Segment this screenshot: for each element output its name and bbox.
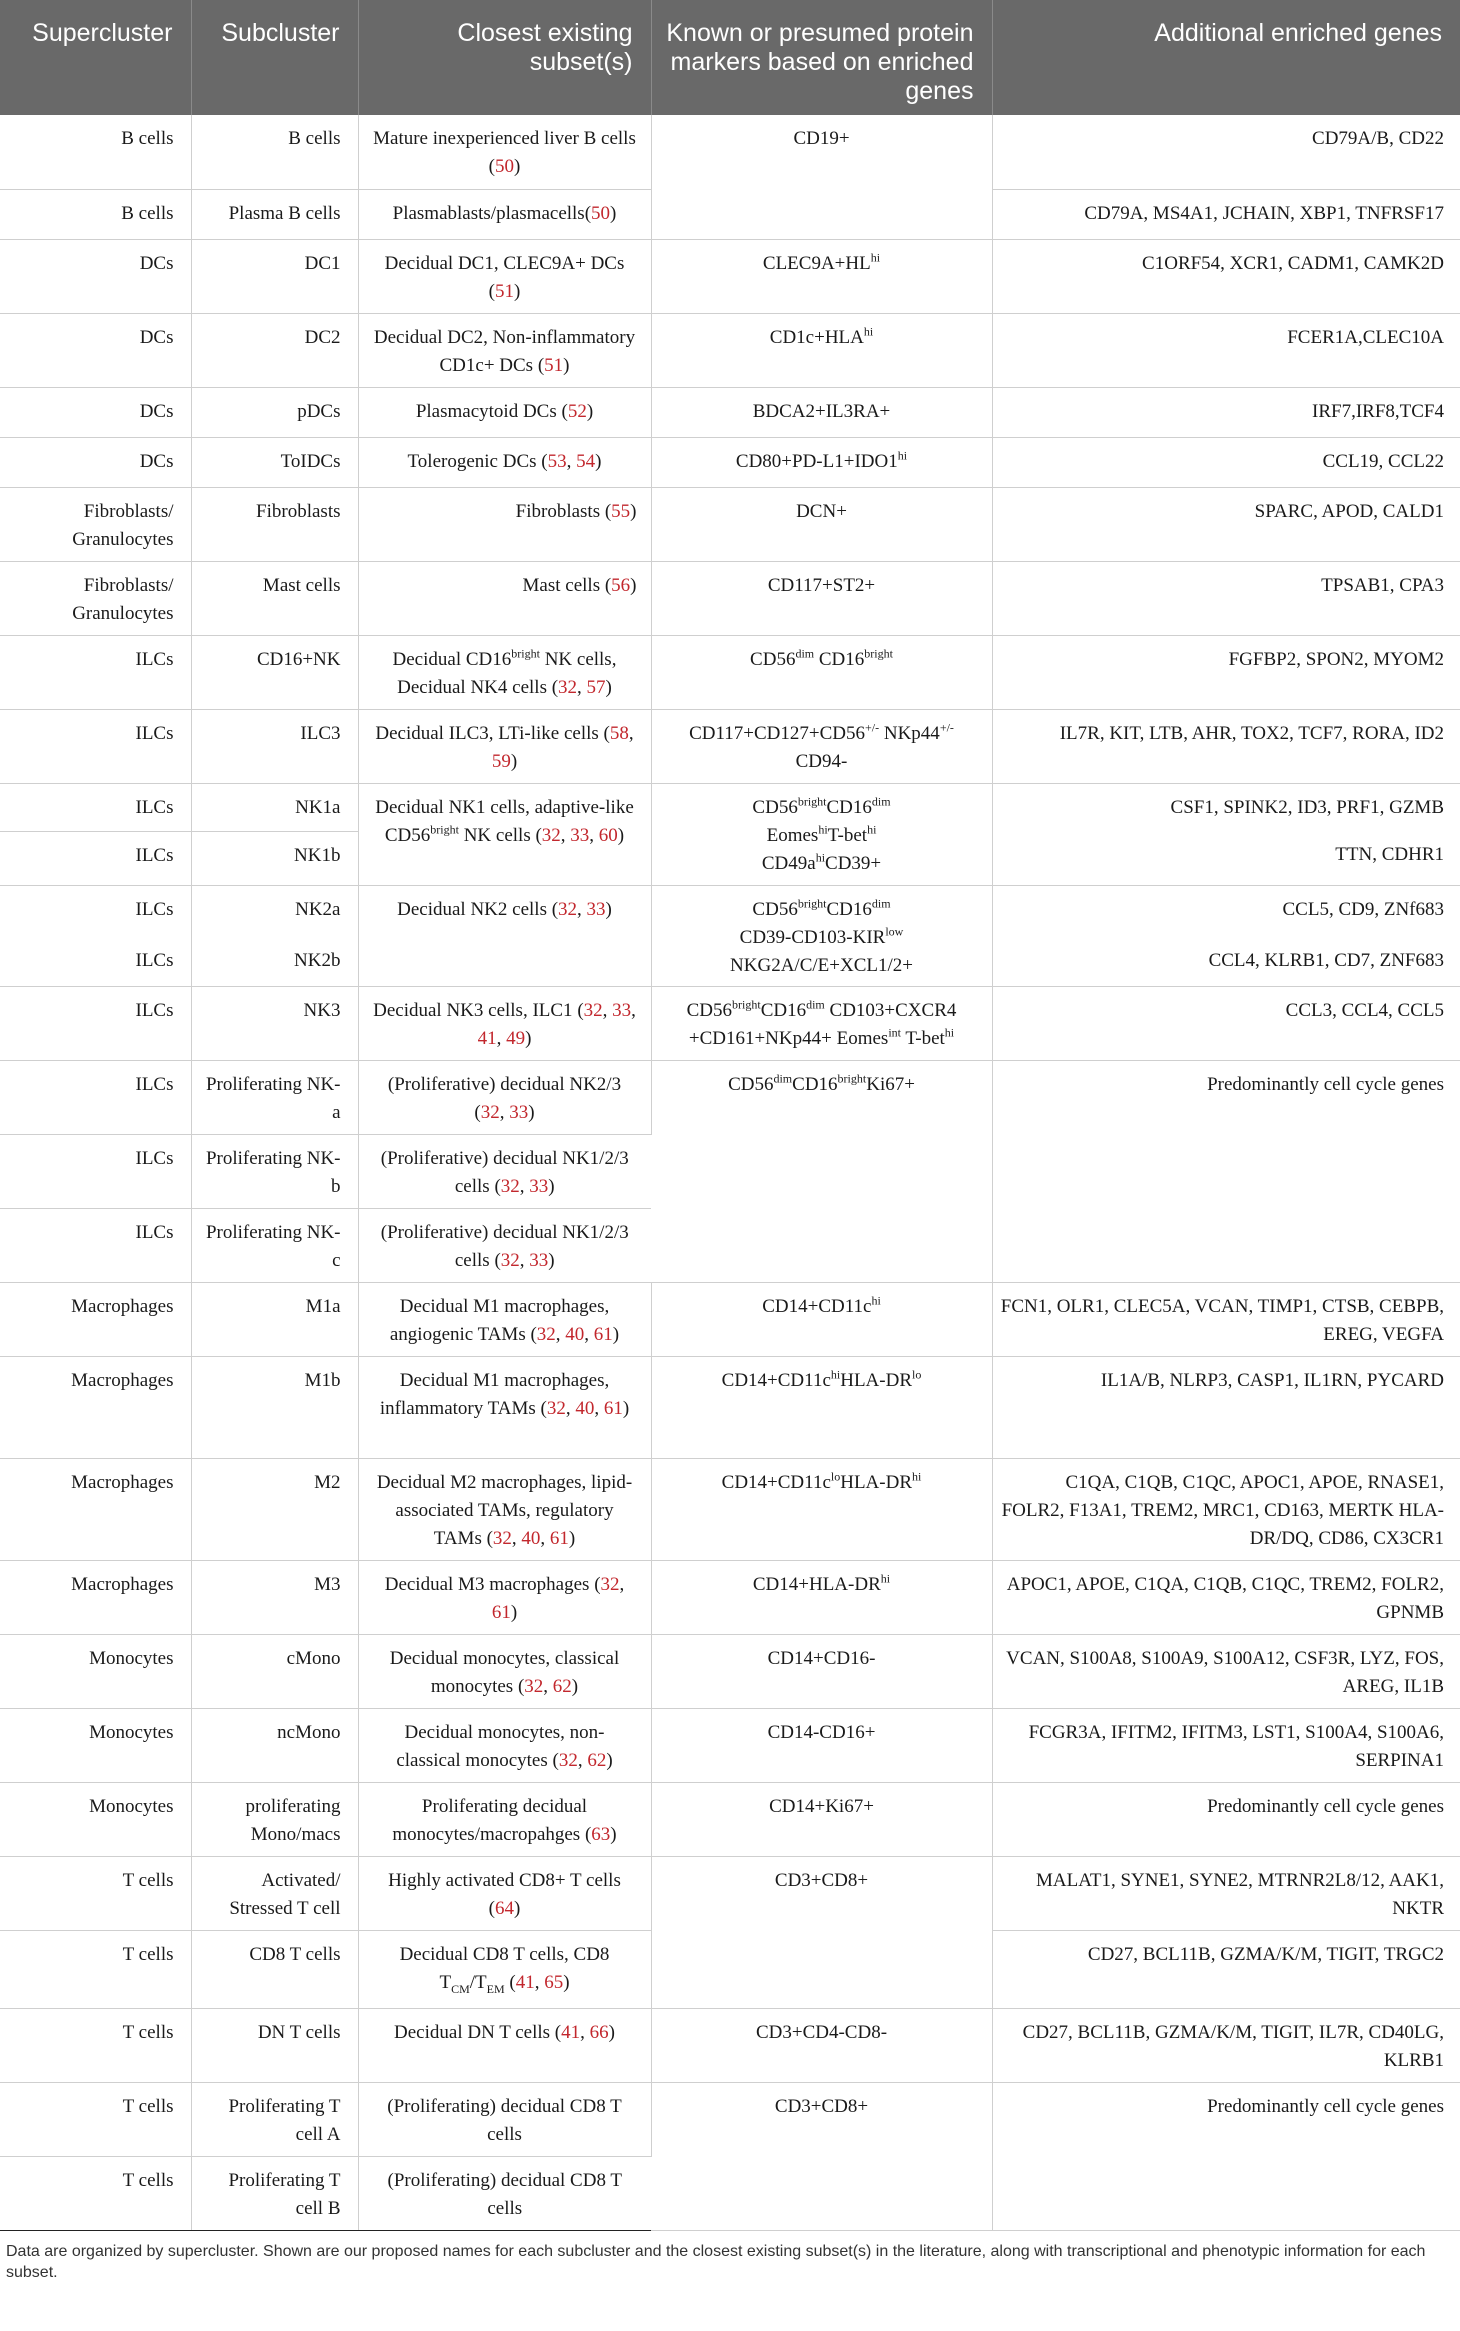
genes-cell: FCER1A,CLEC10A <box>992 313 1460 387</box>
subcluster-cell: pDCs <box>191 387 358 437</box>
genes-cell: C1QA, C1QB, C1QC, APOC1, APOE, RNASE1, FOLR2, F13A1, TREM2, MRC1, CD163, MERTK HLA-DR/DQ, CD86, CX3CR1 <box>992 1458 1460 1560</box>
subset-cell: Decidual M3 macrophages (32, 61) <box>358 1560 651 1634</box>
header-enriched-genes: Additional enriched genes <box>992 0 1460 115</box>
subcluster-cell: DC1 <box>191 239 358 313</box>
table-footnote: Data are organized by supercluster. Shown are our proposed names for each subcluster and the closest existing subset(s) in the literature, along with transcriptional and phenotypic information for each subset. <box>6 2243 1426 2282</box>
subcluster-cell: DN T cells <box>191 2009 358 2083</box>
header-closest-subset: Closest existing subset(s) <box>358 0 651 115</box>
subcluster-cell: Proliferating T cell B <box>191 2157 358 2231</box>
table-row <box>0 313 1460 387</box>
reference-link[interactable]: 33 <box>612 999 632 1021</box>
subcluster-cell: M2 <box>191 1458 358 1560</box>
subset-cell: Decidual NK3 cells, ILC1 (32, 33, 41, 49) <box>358 986 651 1060</box>
subcluster-cell: Proliferating T cell A <box>191 2083 358 2157</box>
subcluster-cell: NK1b <box>191 831 358 885</box>
header-supercluster: Supercluster <box>0 0 191 115</box>
reference-link[interactable]: 33 <box>509 1101 529 1123</box>
subcluster-cell: cMono <box>191 1634 358 1708</box>
markers-cell: $CD56^{bright}CD16^{dim}$ Eomes$^{hi}$T-bet$^{hi}$ $CD49a^{hi}CD39+$ <box>651 783 992 885</box>
subset-cell: Decidual DC1, CLEC9A+ DCs (51) <box>358 239 651 313</box>
markers-cell: DCN+ <box>651 487 992 561</box>
reference-link[interactable]: 32 <box>541 824 561 846</box>
subset-cell: Decidual NK2 cells (32, 33) <box>358 885 651 986</box>
subset-cell: Decidual M2 macrophages, lipid-associated TAMs, regulatory TAMs (32, 40, 61) <box>358 1458 651 1560</box>
table-row <box>0 487 1460 561</box>
supercluster-cell: Macrophages <box>0 1560 191 1634</box>
genes-cell: FCGR3A, IFITM2, IFITM3, LST1, S100A4, S100A6, SERPINA1 <box>992 1708 1460 1782</box>
genes-cell: CD27, BCL11B, GZMA/K/M, TIGIT, TRGC2 <box>992 1930 1460 2009</box>
subset-cell: Decidual monocytes, classical monocytes (32, 62) <box>358 1634 651 1708</box>
markers-cell: $CD14+CD11c^{lo}HLA-DR^{hi}$ <box>651 1458 992 1560</box>
table-row <box>0 635 1460 709</box>
reference-link[interactable]: 32 <box>558 676 578 698</box>
table-row <box>0 1856 1460 1930</box>
supercluster-cell: DCs <box>0 313 191 387</box>
subcluster-cell: NK3 <box>191 986 358 1060</box>
reference-link[interactable]: 32 <box>558 898 578 920</box>
reference-link[interactable]: 53 <box>547 450 567 472</box>
subcluster-cell: M1b <box>191 1356 358 1458</box>
subcluster-cell: Proliferating NK-c <box>191 1208 358 1282</box>
supercluster-cell: ILCs <box>0 986 191 1060</box>
markers-cell: $CD1c+HLA^{hi}$ <box>651 313 992 387</box>
table-row <box>0 1356 1460 1458</box>
reference-link[interactable]: 41 <box>561 2022 581 2044</box>
subset-cell: (Proliferating) decidual CD8 T cells <box>358 2083 651 2157</box>
subset-cell: Decidual $CD16^{bright}$ NK cells, Decidual NK4 cells (32, 57) <box>358 635 651 709</box>
genes-cell: C1ORF54, XCR1, CADM1, CAMK2D <box>992 239 1460 313</box>
reference-link[interactable]: 33 <box>586 898 606 920</box>
reference-link[interactable]: 63 <box>591 1823 611 1845</box>
reference-link[interactable]: 32 <box>546 1397 566 1419</box>
markers-cell: CD3+CD8+ <box>651 2083 992 2231</box>
genes-cell: APOC1, APOE, C1QA, C1QB, C1QC, TREM2, FOLR2, GPNMB <box>992 1560 1460 1634</box>
supercluster-cell: ILCs <box>0 709 191 783</box>
table-row <box>0 1560 1460 1634</box>
subset-cell: Mast cells (56) <box>358 561 651 635</box>
genes-cell: TTN, CDHR1 <box>992 831 1460 885</box>
supercluster-cell: Macrophages <box>0 1356 191 1458</box>
reference-link[interactable]: 32 <box>492 1527 512 1549</box>
subset-cell: Decidual DN T cells (41, 66) <box>358 2009 651 2083</box>
subcluster-cell: NK1a <box>191 783 358 831</box>
supercluster-cell: ILCs <box>0 1060 191 1134</box>
reference-link[interactable]: 40 <box>575 1397 595 1419</box>
reference-link[interactable]: 32 <box>558 1749 578 1771</box>
markers-cell: $CD14+CD11c^{hi}HLA-DR^{lo}$ <box>651 1356 992 1458</box>
reference-link[interactable]: 62 <box>552 1675 572 1697</box>
genes-cell: FGFBP2, SPON2, MYOM2 <box>992 635 1460 709</box>
reference-link[interactable]: 65 <box>544 1971 564 1993</box>
reference-link[interactable]: 60 <box>598 824 618 846</box>
table-row <box>0 239 1460 313</box>
subcluster-cell: NK2b <box>191 933 358 986</box>
table-row <box>0 1282 1460 1356</box>
genes-cell: SPARC, APOD, CALD1 <box>992 487 1460 561</box>
supercluster-cell: T cells <box>0 1856 191 1930</box>
markers-cell: $CLEC9A+HL^{hi}$ <box>651 239 992 313</box>
reference-link[interactable]: 51 <box>544 354 564 376</box>
subset-cell: (Proliferative) decidual NK1/2/3 cells (32, 33) <box>358 1208 651 1282</box>
subset-cell: (Proliferative) decidual NK1/2/3 cells (32, 33) <box>358 1134 651 1208</box>
markers-cell: CD3+CD8+ <box>651 1856 992 2009</box>
reference-link[interactable]: 32 <box>600 1573 620 1595</box>
reference-link[interactable]: 50 <box>591 202 611 224</box>
genes-cell: CSF1, SPINK2, ID3, PRF1, GZMB <box>1170 796 1444 818</box>
reference-link[interactable]: 32 <box>583 999 603 1021</box>
supercluster-cell: DCs <box>0 239 191 313</box>
markers-cell: CD3+CD4-CD8- <box>651 2009 992 2083</box>
subcluster-cell: Plasma B cells <box>191 189 358 239</box>
table-row <box>0 1060 1460 1134</box>
subcluster-cell: ToIDCs <box>191 437 358 487</box>
subset-cell: Plasmablasts/plasmacells(50) <box>358 189 651 239</box>
table-body <box>0 115 1460 2231</box>
subset-cell: Mature inexperienced liver B cells (50) <box>358 115 651 189</box>
table-row <box>0 1782 1460 1856</box>
subcluster-cell: Activated/ Stressed T cell <box>191 1856 358 1930</box>
subcluster-cell: Fibroblasts <box>191 487 358 561</box>
genes-cell: TPSAB1, CPA3 <box>992 561 1460 635</box>
markers-cell: $CD56^{bright}CD16^{dim}$ CD103+CXCR4 +CD161+NKp44+ Eomes$^{int}$ T-bet$^{hi}$ <box>651 986 992 1060</box>
subset-cell: Proliferating decidual monocytes/macropahges (63) <box>358 1782 651 1856</box>
table-header <box>0 0 1460 115</box>
reference-link[interactable]: 33 <box>570 824 590 846</box>
supercluster-cell: ILCs <box>0 933 191 986</box>
reference-link[interactable]: 55 <box>611 500 631 522</box>
markers-cell: $CD14+CD11c^{hi}$ <box>651 1282 992 1356</box>
supercluster-cell: Monocytes <box>0 1782 191 1856</box>
subcluster-cell: NK2a <box>191 885 358 933</box>
subcluster-cell: Proliferating NK-b <box>191 1134 358 1208</box>
supercluster-cell: ILCs <box>0 831 191 885</box>
subset-cell: (Proliferative) decidual NK2/3 (32, 33) <box>358 1060 651 1134</box>
markers-cell: CD117+ST2+ <box>651 561 992 635</box>
reference-link[interactable]: 52 <box>567 400 587 422</box>
reference-link[interactable]: 58 <box>609 722 629 744</box>
table-row <box>0 561 1460 635</box>
subset-cell: Plasmacytoid DCs (52) <box>358 387 651 437</box>
subcluster-cell: ncMono <box>191 1708 358 1782</box>
table-row <box>0 885 1460 933</box>
supercluster-cell: B cells <box>0 115 191 189</box>
subset-cell: (Proliferating) decidual CD8 T cells <box>358 2157 651 2231</box>
markers-cell: $CD56^{dim}$ $CD16^{bright}$ <box>651 635 992 709</box>
subcluster-cell: CD8 T cells <box>191 1930 358 2009</box>
subcluster-cell: Mast cells <box>191 561 358 635</box>
reference-link[interactable]: 40 <box>521 1527 541 1549</box>
reference-link[interactable]: 33 <box>529 1175 549 1197</box>
subset-cell: Decidual ILC3, LTi-like cells (58, 59) <box>358 709 651 783</box>
supercluster-cell: ILCs <box>0 1208 191 1282</box>
subcluster-cell: proliferating Mono/macs <box>191 1782 358 1856</box>
subcluster-cell: B cells <box>191 115 358 189</box>
reference-link[interactable]: 40 <box>565 1323 585 1345</box>
reference-link[interactable]: 61 <box>491 1601 511 1623</box>
supercluster-cell: DCs <box>0 437 191 487</box>
markers-cell: CD117+CD127+CD56+/- NKp44+/-CD94- <box>651 709 992 783</box>
reference-link[interactable]: 41 <box>477 1027 497 1049</box>
subcluster-cell: ILC3 <box>191 709 358 783</box>
subcluster-cell: M3 <box>191 1560 358 1634</box>
genes-cell: CD27, BCL11B, GZMA/K/M, TIGIT, IL7R, CD40LG, KLRB1 <box>992 2009 1460 2083</box>
supercluster-cell: T cells <box>0 2157 191 2231</box>
reference-link[interactable]: 57 <box>586 676 606 698</box>
markers-cell: CD14+CD16- <box>651 1634 992 1708</box>
table-row <box>0 115 1460 189</box>
markers-cell: $CD80+PD-L1+IDO1^{hi}$ <box>651 437 992 487</box>
genes-cell: CD79A, MS4A1, JCHAIN, XBP1, TNFRSF17 <box>992 189 1460 239</box>
reference-link[interactable]: 54 <box>576 450 596 472</box>
reference-link[interactable]: 62 <box>587 1749 607 1771</box>
supercluster-cell: Macrophages <box>0 1282 191 1356</box>
header-protein-markers: Known or presumed protein markers based on enriched genes <box>651 0 992 115</box>
table-row <box>0 783 1460 831</box>
table-row <box>0 709 1460 783</box>
table-row <box>0 2009 1460 2083</box>
table-row <box>0 1458 1460 1560</box>
subset-cell: Decidual monocytes, non-classical monocytes (32, 62) <box>358 1708 651 1782</box>
reference-link[interactable]: 33 <box>529 1249 549 1271</box>
genes-cell: IL1A/B, NLRP3, CASP1, IL1RN, PYCARD <box>992 1356 1460 1458</box>
genes-cell: Predominantly cell cycle genes <box>992 1782 1460 1856</box>
subset-cell: Decidual DC2, Non-inflammatory CD1c+ DCs (51) <box>358 313 651 387</box>
supercluster-cell: B cells <box>0 189 191 239</box>
genes-cell: MALAT1, SYNE1, SYNE2, MTRNR2L8/12, AAK1, NKTR <box>992 1856 1460 1930</box>
header-subcluster: Subcluster <box>191 0 358 115</box>
markers-cell: CD19+ <box>651 115 992 239</box>
genes-cell: CCL3, CCL4, CCL5 <box>992 986 1460 1060</box>
markers-cell: $CD56^{dim}CD16^{bright}Ki67+$ <box>651 1060 992 1282</box>
reference-link[interactable]: 61 <box>603 1397 623 1419</box>
reference-link[interactable]: 61 <box>549 1527 569 1549</box>
genes-cell: IRF7,IRF8,TCF4 <box>992 387 1460 437</box>
genes-cell: VCAN, S100A8, S100A9, S100A12, CSF3R, LYZ, FOS, AREG, IL1B <box>992 1634 1460 1708</box>
supercluster-cell: ILCs <box>0 885 191 933</box>
subset-cell: Decidual CD8 T cells, CD8 $T_{CM}/T_{EM}$ (41, 65) <box>358 1930 651 2009</box>
supercluster-cell: Fibroblasts/ Granulocytes <box>0 487 191 561</box>
reference-link[interactable]: 50 <box>495 156 514 177</box>
reference-link[interactable]: 66 <box>589 2022 609 2044</box>
genes-cell: Predominantly cell cycle genes <box>992 1060 1460 1282</box>
supercluster-cell: Monocytes <box>0 1708 191 1782</box>
supercluster-cell: ILCs <box>0 1134 191 1208</box>
supercluster-cell: T cells <box>0 2083 191 2157</box>
genes-cell: CCL5, CD9, ZNf683 <box>1282 898 1444 920</box>
subset-cell: Decidual NK1 cells, adaptive-like $CD56^{bright}$ NK cells (32, 33, 60) <box>358 783 651 885</box>
reference-link[interactable]: 32 <box>500 1175 520 1197</box>
markers-cell: CD14-CD16+ <box>651 1708 992 1782</box>
supercluster-cell: Monocytes <box>0 1634 191 1708</box>
reference-link[interactable]: 64 <box>495 1897 514 1919</box>
genes-cell: CD79A/B, CD22 <box>992 115 1460 189</box>
subcluster-cell: CD16+NK <box>191 635 358 709</box>
table-row <box>0 387 1460 437</box>
table-row <box>0 986 1460 1060</box>
supercluster-cell: Macrophages <box>0 1458 191 1560</box>
subset-cell: Decidual M1 macrophages, inflammatory TAMs (32, 40, 61) <box>358 1356 651 1458</box>
subset-cell: Tolerogenic DCs (53, 54) <box>358 437 651 487</box>
reference-link[interactable]: 56 <box>611 574 631 596</box>
supercluster-cell: ILCs <box>0 635 191 709</box>
subcluster-cell: M1a <box>191 1282 358 1356</box>
subset-cell: Decidual M1 macrophages, angiogenic TAMs (32, 40, 61) <box>358 1282 651 1356</box>
subcluster-cell: Proliferating NK-a <box>191 1060 358 1134</box>
markers-cell: $CD56^{bright}CD16^{dim}$ $CD39-CD103-KIR^{low}$ NKG2A/C/E+XCL1/2+ <box>651 885 992 986</box>
table-row <box>0 2083 1460 2157</box>
supercluster-cell: T cells <box>0 2009 191 2083</box>
table-row <box>0 1634 1460 1708</box>
table-row <box>0 1708 1460 1782</box>
markers-cell: CD14+Ki67+ <box>651 1782 992 1856</box>
markers-cell: BDCA2+IL3RA+ <box>651 387 992 437</box>
genes-cell: CCL19, CCL22 <box>992 437 1460 487</box>
reference-link[interactable]: 32 <box>500 1249 520 1271</box>
reference-link[interactable]: 61 <box>593 1323 613 1345</box>
reference-link[interactable]: 32 <box>480 1101 500 1123</box>
reference-link[interactable]: 32 <box>524 1675 544 1697</box>
subcluster-cell: DC2 <box>191 313 358 387</box>
supercluster-cell: DCs <box>0 387 191 437</box>
genes-cell: CCL4, KLRB1, CD7, ZNF683 <box>992 933 1460 986</box>
genes-cell: IL7R, KIT, LTB, AHR, TOX2, TCF7, RORA, ID2 <box>992 709 1460 783</box>
genes-cell: FCN1, OLR1, CLEC5A, VCAN, TIMP1, CTSB, CEBPB, EREG, VEGFA <box>992 1282 1460 1356</box>
supercluster-cell: Fibroblasts/ Granulocytes <box>0 561 191 635</box>
genes-cell: Predominantly cell cycle genes <box>992 2083 1460 2231</box>
reference-link[interactable]: 59 <box>491 750 511 772</box>
supercluster-cell: T cells <box>0 1930 191 2009</box>
reference-link[interactable]: 49 <box>506 1027 526 1049</box>
markers-cell: $CD14+HLA-DR^{hi}$ <box>651 1560 992 1634</box>
reference-link[interactable]: 41 <box>515 1971 535 1993</box>
supercluster-cell: ILCs <box>0 783 191 831</box>
reference-link[interactable]: 51 <box>495 280 514 302</box>
subset-cell: Fibroblasts (55) <box>358 487 651 561</box>
subset-cell: Highly activated CD8+ T cells (64) <box>358 1856 651 1930</box>
reference-link[interactable]: 32 <box>536 1323 556 1345</box>
table-row <box>0 437 1460 487</box>
